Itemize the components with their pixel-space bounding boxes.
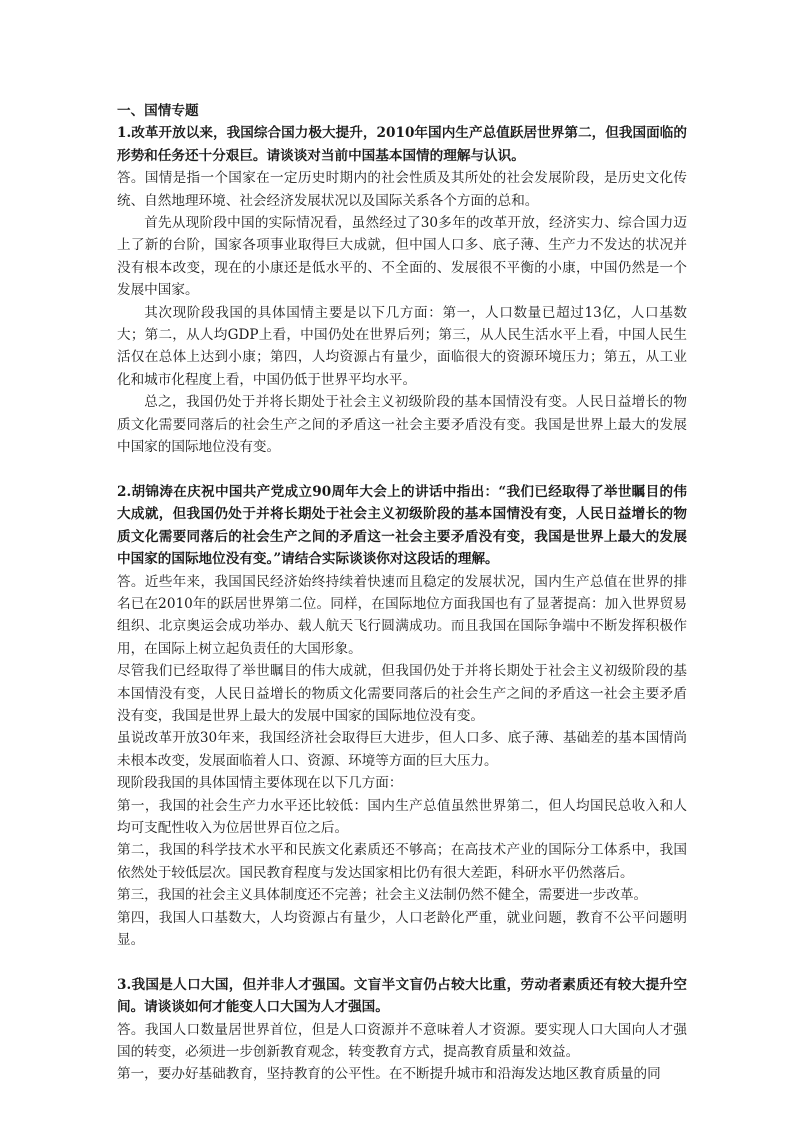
- answer-2-paragraph-2: 尽管我们已经取得了举世瞩目的伟大成就，但我国仍处于并将长期处于社会主义初级阶段的基本国情没有变，人民日益增长的物质文化需要同落后的社会生产之间的矛盾这一社会主要矛盾没有变，我国是世界上最大的发展中国家的国际地位没有变。: [117, 663, 687, 724]
- section-title: 一、国情专题: [117, 103, 199, 119]
- answer-2-paragraph-3: 虽说改革开放30年来，我国经济社会取得巨大进步，但人口多、底子薄、基础差的基本国情尚未根本改变，发展面临着人口、资源、环境等方面的巨大压力。: [117, 730, 687, 769]
- question-3-text: 3.我国是人口大国，但并非人才强国。文盲半文盲仍占较大比重，劳动者素质还有较大提升空间。请谈谈如何才能变人口大国为人才强国。: [117, 976, 687, 1016]
- answer-2-paragraph-1: 答。近些年来，我国国民经济始终持续着快速而且稳定的发展状况，国内生产总值在世界的排名已在2010年的跃居世界第二位。同样，在国际地位方面我国也有了显著提高：加入世界贸易组织、北京奥运会成功举办、载人航天飞行圆满成功。而且我国在国际争端中不断发挥积极作用，在国际上树立起负责任的大国形象。: [117, 573, 687, 657]
- question-block-3: [117, 974, 687, 1086]
- answer-2-paragraph-4: 现阶段我国的具体国情主要体现在以下几方面：: [117, 775, 403, 792]
- question-block-2: [117, 481, 687, 952]
- answer-2-paragraph-8: 第四，我国人口基数大，人均资源占有量少，人口老龄化严重，就业问题，教育不公平问题明显。: [117, 909, 687, 949]
- answer-3-paragraph-2: 第一，要办好基础教育，坚持教育的公平性。在不断提升城市和沿海发达地区教育质量的同: [117, 1066, 661, 1083]
- document-page: [117, 100, 687, 1086]
- answer-2-paragraph-7: 第三，我国的社会主义具体制度还不完善；社会主义法制仍然不健全，需要进一步改革。: [117, 887, 648, 904]
- answer-2-paragraph-5: 第一，我国的社会生产力水平还比较低：国内生产总值虽然世界第二，但人均国民总收入和人均可支配性收入为位居世界百位之后。: [117, 797, 687, 836]
- question-1-text: 1.改革开放以来，我国综合国力极大提升，2010年国内生产总值跃居世界第二，但我国面临的形势和任务还十分艰巨。请谈谈对当前中国基本国情的理解与认识。: [117, 125, 687, 164]
- spacer: [117, 459, 687, 481]
- answer-1-paragraph-3: 其次现阶段我国的具体国情主要是以下几方面：第一，人口数量已超过13亿，人口基数大；第二，从人均GDP上看，中国仍处在世界后列；第三，从人民生活水平上看，中国人民生活仅在总体上达到小康；第四，人均资源占有量少，面临很大的资源环境压力；第五，从工业化和城市化程度上看，中国仍低于世界平均水平。: [117, 304, 687, 388]
- answer-1-paragraph-1: 答。国情是指一个国家在一定历史时期内的社会性质及其所处的社会发展阶段，是历史文化传统、自然地理环境、社会经济发展状况以及国际关系各个方面的总和。: [117, 170, 687, 209]
- spacer: [117, 951, 687, 973]
- answer-1-paragraph-4: 总之，我国仍处于并将长期处于社会主义初级阶段的基本国情没有变。人民日益增长的物质文化需要同落后的社会生产之间的矛盾这一社会主要矛盾没有变。我国是世界上最大的发展中国家的国际地位没有变。: [117, 394, 687, 456]
- question-2-text: 2.胡锦涛在庆祝中国共产党成立90周年大会上的讲话中指出：“我们已经取得了举世瞩目的伟大成就，但我国仍处于并将长期处于社会主义初级阶段的基本国情没有变，人民日益增长的物质文化需要同落后的社会生产之间的矛盾这一社会主要矛盾没有变，我国是世界上最大的发展中国家的国际地位没有变。”请结合实际谈谈你对这段话的理解。: [117, 483, 687, 568]
- answer-2-paragraph-6: 第二，我国的科学技术水平和民族文化素质还不够高；在高技术产业的国际分工体系中，我国依然处于较低层次。国民教育程度与发达国家相比仍有很大差距，科研水平仍然落后。: [117, 842, 687, 881]
- answer-3-paragraph-1: 答。我国人口数量居世界首位，但是人口资源并不意味着人才资源。要实现人口大国向人才强国的转变，必须进一步创新教育观念，转变教育方式，提高教育质量和效益。: [117, 1021, 687, 1061]
- answer-1-paragraph-2: 首先从现阶段中国的实际情况看，虽然经过了30多年的改革开放，经济实力、综合国力迈上了新的台阶，国家各项事业取得巨大成就，但中国人口多、底子薄、生产力不发达的状况并没有根本改变，现在的小康还是低水平的、不全面的、发展很不平衡的小康，中国仍然是一个发展中国家。: [117, 215, 687, 299]
- question-block-1: [117, 122, 687, 458]
